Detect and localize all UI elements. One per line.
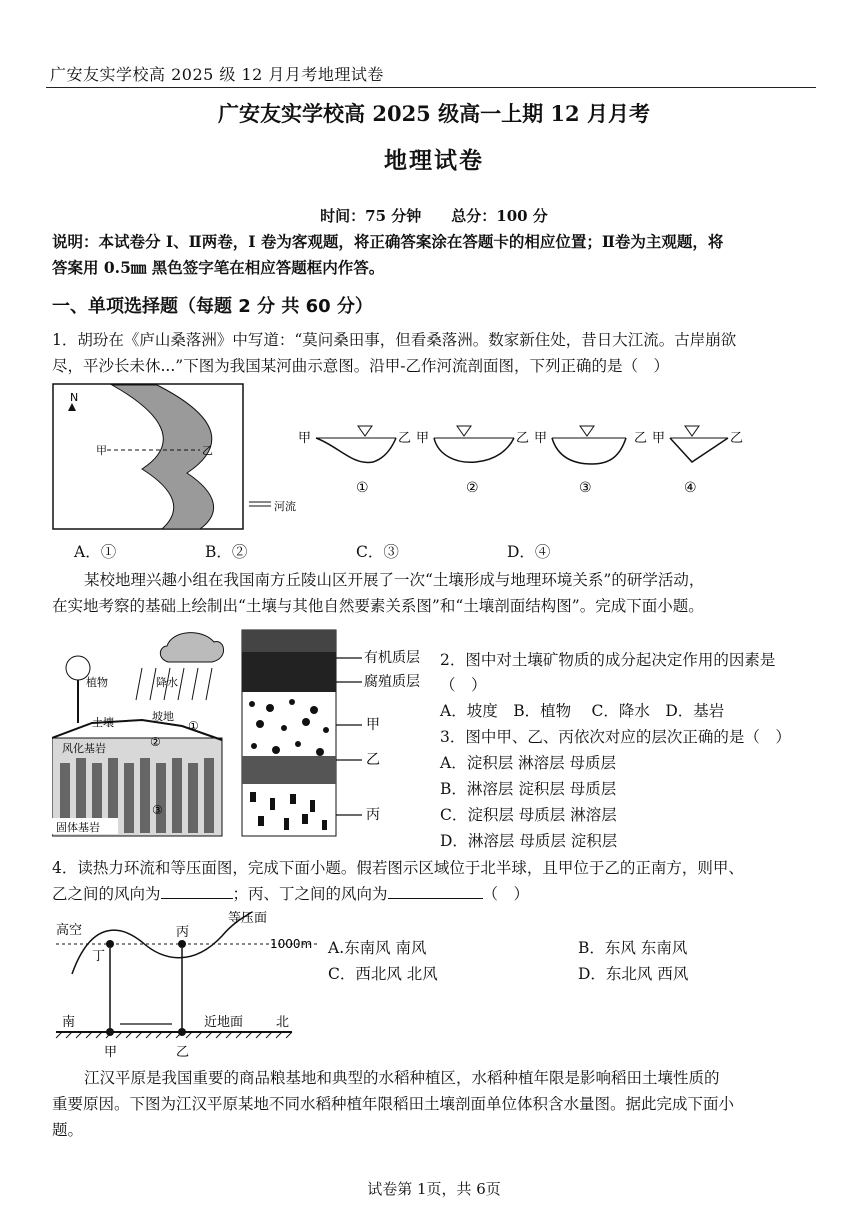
label-high: 高空 — [56, 923, 83, 938]
q2-stem-line1: 2．图中对土壤矿物质的成分起决定作用的因素是 — [440, 651, 776, 669]
q1-option-d: D．④ — [507, 543, 551, 561]
label-south: 南 — [62, 1015, 76, 1030]
exam-subject: 地理试卷 — [384, 147, 484, 174]
q4-stem-line1: 4．读热力环流和等压面图，完成下面小题。假若图示区域位于北半球，且甲位于乙的正南方，则甲、 — [52, 859, 744, 877]
soil-profile-figure — [240, 628, 440, 840]
cross-section-4 — [652, 426, 743, 496]
thermal-circulation-figure — [52, 908, 322, 1060]
q3-option-a: A．淀积层 淋溶层 母质层 — [440, 754, 617, 772]
running-header: 广安友实学校高 2025 级 12 月月考地理试卷 — [50, 65, 384, 84]
slope-label: 坡地 — [152, 710, 174, 723]
layer-label-humus: 腐殖质层 — [364, 674, 420, 690]
svg-text:④: ④ — [684, 480, 697, 496]
page-footer: 试卷第 1页，共 6页 — [367, 1180, 501, 1198]
exam-meta: 时间：75 分钟 总分：100 分 — [320, 207, 548, 225]
q4-option-a: A.东南风 南风 — [328, 939, 427, 957]
q3-stem: 3．图中甲、乙、丙依次对应的层次正确的是（ ） — [440, 728, 791, 746]
soil-intro-line1: 某校地理兴趣小组在我国南方丘陵山区开展了一次“土壤形成与地理环境关系”的研学活动， — [84, 571, 705, 589]
svg-text:甲: 甲 — [416, 431, 430, 446]
rain-label: 降水 — [156, 676, 178, 689]
label-north: 北 — [276, 1015, 290, 1030]
soil-label: 土壤 — [92, 716, 114, 729]
q2-stem-line2: （ ） — [440, 676, 487, 694]
arrow-num-2: ② — [150, 735, 161, 749]
layer-label-bing: 丙 — [366, 807, 380, 823]
q1-option-a: A．① — [74, 543, 117, 561]
svg-text:乙: 乙 — [730, 431, 744, 446]
cross-section-3 — [534, 426, 647, 496]
svg-text:甲: 甲 — [534, 431, 548, 446]
jianghan-line2: 重要原因。下图为江汉平原某地不同水稻种植年限稻田土壤剖面单位体积含水量图。据此完成下面小 — [52, 1095, 735, 1113]
q3-option-b: B．淋溶层 淀积层 母质层 — [440, 780, 617, 798]
cross-section-2 — [416, 426, 529, 496]
header-divider — [46, 87, 816, 88]
map-jia-label: 甲 — [96, 444, 107, 457]
soil-intro-line2: 在实地考察的基础上绘制出“土壤与其他自然要素关系图”和“土壤剖面结构图”。完成下面小题。 — [52, 597, 704, 615]
map-legend-river: 河流 — [274, 500, 296, 513]
q4-stem-line2: 乙之间的风向为 ；丙、丁之间的风向为 （ ） — [52, 881, 818, 907]
soil-relation-figure — [52, 628, 227, 838]
svg-text:甲: 甲 — [298, 431, 312, 446]
q4-option-c: C．西北风 北风 — [328, 965, 438, 983]
blank-1 — [161, 882, 233, 899]
river-cross-sections — [298, 420, 748, 500]
q1-option-b: B．② — [205, 543, 248, 561]
svg-text:②: ② — [466, 480, 479, 496]
blank-2 — [388, 882, 483, 899]
svg-text:①: ① — [356, 480, 369, 496]
label-bing: 丙 — [176, 925, 190, 940]
jianghan-line1: 江汉平原是我国重要的商品粮基地和典型的水稻种植区，水稻种植年限是影响稻田土壤性质的 — [84, 1069, 720, 1087]
q2-options: A．坡度 B．植物 C．降水 D．基岩 — [440, 702, 725, 720]
q1-stem-line1: 1．胡玢在《庐山桑落洲》中写道：“莫问桑田事，但看桑落洲。数家新住处，昔日大江流。古岸崩欲 — [52, 331, 737, 349]
exam-title: 广安友实学校高 2025 级高一上期 12 月月考 — [218, 101, 650, 126]
instructions-line2: 答案用 0.5㎜ 黑色签字笔在相应答题框内作答。 — [52, 258, 385, 277]
arrow-num-3: ③ — [152, 803, 163, 817]
q1-stem-line2: 尽，平沙长未休...”下图为我国某河曲示意图。沿甲-乙作河流剖面图，下列正确的是（ ） — [52, 357, 669, 375]
arrow-num-1: ① — [188, 719, 199, 733]
label-isobar: 等压面 — [228, 911, 268, 926]
label-ding: 丁 — [92, 949, 106, 964]
layer-label-jia: 甲 — [366, 717, 380, 733]
svg-text:③: ③ — [579, 480, 592, 496]
river-meander-map — [52, 383, 312, 531]
layer-label-organic: 有机质层 — [364, 650, 420, 666]
label-altitude: 1000m — [270, 937, 313, 951]
svg-text:乙: 乙 — [634, 431, 648, 446]
q3-option-d: D．淋溶层 母质层 淀积层 — [440, 832, 618, 850]
map-yi-label: 乙 — [202, 444, 213, 457]
label-jia: 甲 — [104, 1045, 118, 1060]
plant-label: 植物 — [86, 676, 108, 689]
label-ground: 近地面 — [204, 1015, 244, 1030]
svg-text:乙: 乙 — [398, 431, 412, 446]
svg-text:乙: 乙 — [516, 431, 530, 446]
q4-option-d: D．东北风 西风 — [578, 965, 689, 983]
weathered-bedrock-label: 风化基岩 — [62, 742, 106, 755]
jianghan-line3: 题。 — [52, 1121, 84, 1139]
q3-option-c: C．淀积层 母质层 淋溶层 — [440, 806, 617, 824]
q4-option-b: B．东风 东南风 — [578, 939, 688, 957]
instructions-line1: 说明：本试卷分 I、Ⅱ两卷，I 卷为客观题，将正确答案涂在答题卡的相应位置；Ⅱ卷为主观题，将 — [52, 232, 724, 251]
north-label: N — [70, 391, 79, 404]
q1-option-c: C．③ — [356, 543, 399, 561]
solid-bedrock-label: 固体基岩 — [56, 821, 100, 834]
svg-text:甲: 甲 — [652, 431, 666, 446]
label-yi: 乙 — [176, 1045, 190, 1060]
layer-label-yi: 乙 — [366, 752, 380, 768]
cross-section-1 — [298, 426, 411, 496]
section-heading: 一、单项选择题（每题 2 分 共 60 分） — [52, 296, 373, 317]
